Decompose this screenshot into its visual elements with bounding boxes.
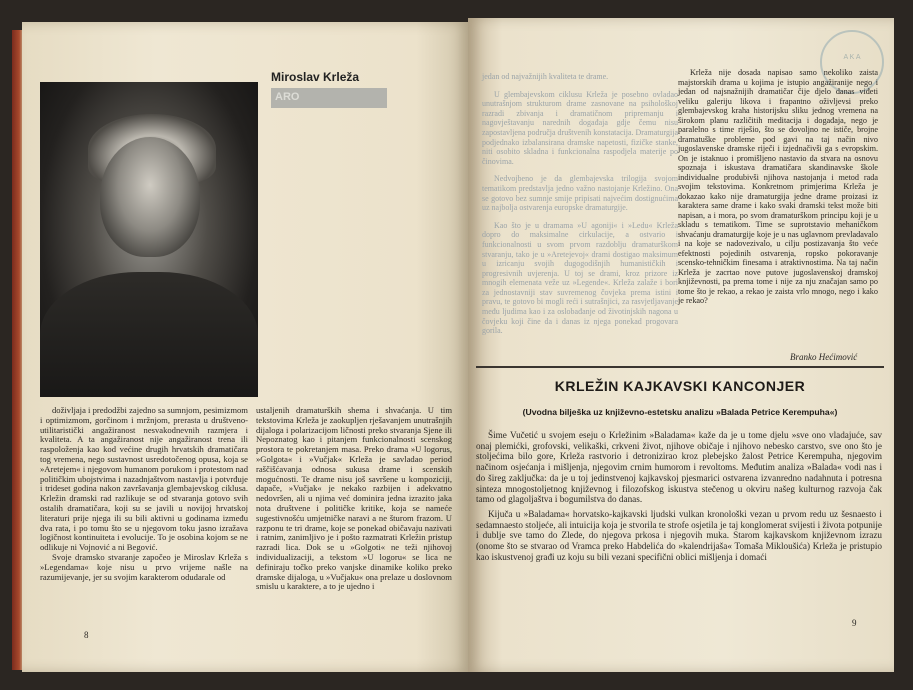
stamp-text: A K A [843, 54, 861, 61]
author-portrait-photo [40, 82, 258, 397]
right-top-column [678, 68, 878, 306]
article-subheading: (Uvodna bilješka uz književno-estetsku analizu »Balada Petrice Kerempuha«) [522, 407, 838, 417]
paragraph: jedan od najvažnijih kvaliteta te drame. [482, 72, 609, 81]
section-divider [476, 366, 884, 368]
paragraph: Svoje dramsko stvaranje započeo je Miroslav Krleža s »Legendama« koje nisu u prvo vrijeme našle na razumijevanje, jer su svojim karakterom odudarale od [40, 551, 248, 582]
article-heading: KRLEŽIN KAJKAVSKI KANCONJER [554, 378, 806, 394]
grey-bar-text: ARO [275, 91, 300, 103]
left-column-1 [40, 406, 248, 582]
paragraph: Kao što je u dramama »U agoniji« i »Ledu« Krleža dopro do maksimalne cirkulacije, a ostvario i funkcionalnosti u svom prvom razdoblju dramaturškom stvaranju, tako je u »Aretejevoj« drami dostigao maksimum u izricanju svojih dugogodišnjih humanističkih i progresivnih uvjerenja. U toj se drami, kroz prizore iz mnogih elemenata veže uz »Legende«. Krleža zalaže i bori za jednostavniji stav suvremenog čovjeka prema istini i pravu, te gotovo bi mogli reći i sutrašnjici, za rasvjetljavanje među ljudima kao i za oslobađanje od životinjskih nagona u čovjeku koji čine da i danas iz njega ponekad progovara gorila. [482, 220, 678, 336]
paragraph: Šime Vučetić u svojem eseju o Krležinim »Baladama« kaže da je u tome djelu »sve ono vladajuće, sav onaj plemićki, grofovski, velikaški, crkveni život, njihove običaje i njihovo nebesko carstvo, sve ono što je stoljećima bilo gore, Krleža rastvorio i detronizirao kroz plebejsko žalost Petrice Kerempuha, njegovim načinom osjećanja i mišljenja, njegovim crnim humorom i revoltoms. Međutim analiza »Balada« vodi nas i do šireg zaključka: da je u toj jedinstvenoj kajkavskoj pjesmarici ostvarena izvanredno nadahnuta i potresna sinteza mnogostoljetnog književnog i filozofskog iskustva stečenog u okviru našeg kulturnog razvoja čak tamo od glagoljaštva i bogumilstva do danas. [476, 430, 882, 505]
page-number-right: 9 [852, 618, 857, 628]
page-number-left: 8 [84, 630, 89, 640]
left-column-2 [256, 406, 452, 592]
paragraph: ustaljenih dramaturških shema i shvaćanja. U tim tekstovima Krleža je zaokupljen rješavanjem unutrašnjih dijaloga i polarizacijom ličnosti preko stvaranja Sjene ili Nepoznatog kao i pitanjem funkcionalnosti scenskog prostora te pokretanjem masa. Preko drama »U logorus, »Golgota« i »Vučjak« Krleža je savladao period raščišćavanja odnosa sukusa drame i scenskih mogućnosti. Te drame nisu još savršene u kompoziciji, dapače, »Vučjak« je nekako razbijen i adekvatno nedovršen, ali u njima već dominira jedna izrazito jaka nota društvene i političke kritike, koja se nameće sugestivnošću umjetničke naravi a ne šturom frazom. U razponu te tri drame, koje se ponekad običavaju nazivati i ratnim, zanimljivo je i pošto razmatrati Krležin pristup razradi lica. Dok se u »Golgoti« ne teži njihovoj individualizaciji, a tekstom »U logoru« se lica ne definiraju točko preko vanjske dinamike koliko preko dramske dijaloga, u »Vučjaku« ona prelaze u doslovnom smislu u karaktere, a to je ujedno i [256, 405, 452, 592]
paragraph: U glembajevskom ciklusu Krleža je posebno ovladao unutrašnjom strukturom drame zasnovane na psihološkoj razradi zbivanja i dramatičnom pripremanju i nagovještavanju narednih događaja gdje čemu nisu zapostavljena područja društvenih konstatacija. Dramaturgija podjednako izbalansirana dramske napetosti, fizičke stanke, niti osobito skladna i funkcionalna raspodjela materije po činovima. [482, 89, 679, 166]
faded-bleed-text [482, 72, 678, 352]
paragraph: doživljaja i predodžbi zajedno sa sumnjom, pesimizmom i optimizmom, gorčinom i mržnjom, prerasta u društveno-utilitaristički angažiranost nesvakodnevnih razmjera i kvaliteta. A ta angažiranost nije angažiranost trena ili raspoloženja kao kod većine drugih hrvatskih dramatičara tog vremena, nego sustavnost usredotočenog opusa, koja se »Aretejem« i njegovom humanom porukom i protestom nad političkim ubojstvima i nazadnjaštvom nastavlja i potvrđuje i trideset godina nakon završavanja glembajevskog ciklusa. Krležin dramski rad razlikuje se od stvaranja gotovo svih ostalih dramatičara, koji su se javili u novijoj hrvatskoj literaturi prije njega ili su bili aktivni u godinama između dva rata, i po tomu što se u njegovom toku jasno izražava logičnost kontinuiteta i evolucije. To je osobina kojom se ne odlikuje ni Vojnović a ni Begović. [40, 405, 248, 553]
article-signature: Branko Hećimović [790, 352, 858, 362]
portrait-coat [40, 272, 258, 397]
paragraph: Kijuča u »Baladama« horvatsko-kajkavski ljudski vulkan kronološki vezan u prvom redu uz šesnaesto i sedamnaesto stoljeće, ali intuicija koja je stvorila te strofe osjetila je taj konglomerat svijesti i života potpunije i dublje sve tamo do Zlede, do njegova prkosa i njegovih muka. Starom kajkavskom književnom izrazu (onome što se stvarao od Vramca preko Habdelića do »kalendrijaša« Tomaša Mikloušića) Krleža je pristupio kao iskustvenoj građi uz koju su bili vezani specifični oblici mišljenja i domaći [476, 508, 882, 562]
author-name: Miroslav Krleža [271, 70, 360, 84]
grey-title-bar [271, 88, 387, 108]
paragraph: Krleža nije dosada napisao samo nekoliko zaista majstorskih drama u kojima je istupio angažiranije nego i jedan od najsnažnijih dramatičar čije djelo danas viđeti veliku galeriju likova i frapantno oživljevsi preko glembajevskog kraha historijsku sliku jednog vremena na širokom planu različitih meditacija i događaja, nego je paralelno s time riješio, što se dovoljno ne ističe, brojne dramatuške probleme pod gavi na taj način nivo jugoslavenske dramske riječi i izjednačivši ga s evropskim. On je istaknuo i promišljeno nastavio da stvara na osnovu spoznaja i iskustava dramatičara skandinavske škole individualne produbivši njihova nastojanja i metod rada svojim tekstovima. Konkretnom primjerima Krleža je dokazao kako nije dramaturgija jedne drame proizasi iz karaktera same drame i kako svaki dramski tekst može biti napisan, a i mora, po svom dramaturškom principu koji je u skladu s tematikom. Time se suprotstavio mehaničkom shvaćanju dramaturgije koje je u nas uglavnom prevladavalo i na koje se nadovezivalo, u cilju postizavanja što veće efektnosti pojedinih ostvarenja, ropsko pokoravanje scensko-tehničkim finesama i atraktivnostima. Na taj način Krleža je zacrtao nove putove jugoslavenskoj dramskoj književnosti, pa prema tome i nije za nju značajan samo po tome što je rekao, a rekao je zaista vrlo mnogo, nego i kako je rekao? [678, 68, 878, 305]
article-body [476, 430, 882, 566]
portrait-face [100, 137, 200, 257]
paragraph: Nedvojbeno je da glembajevska trilogija svojom tematikom predstavlja jedno važno nastojanje Krležino. Ona se gotovo bez sumnje smije pripisati najvećim dostignućima uz najbolja ostvarenja europske dramaturgije. [482, 174, 678, 213]
